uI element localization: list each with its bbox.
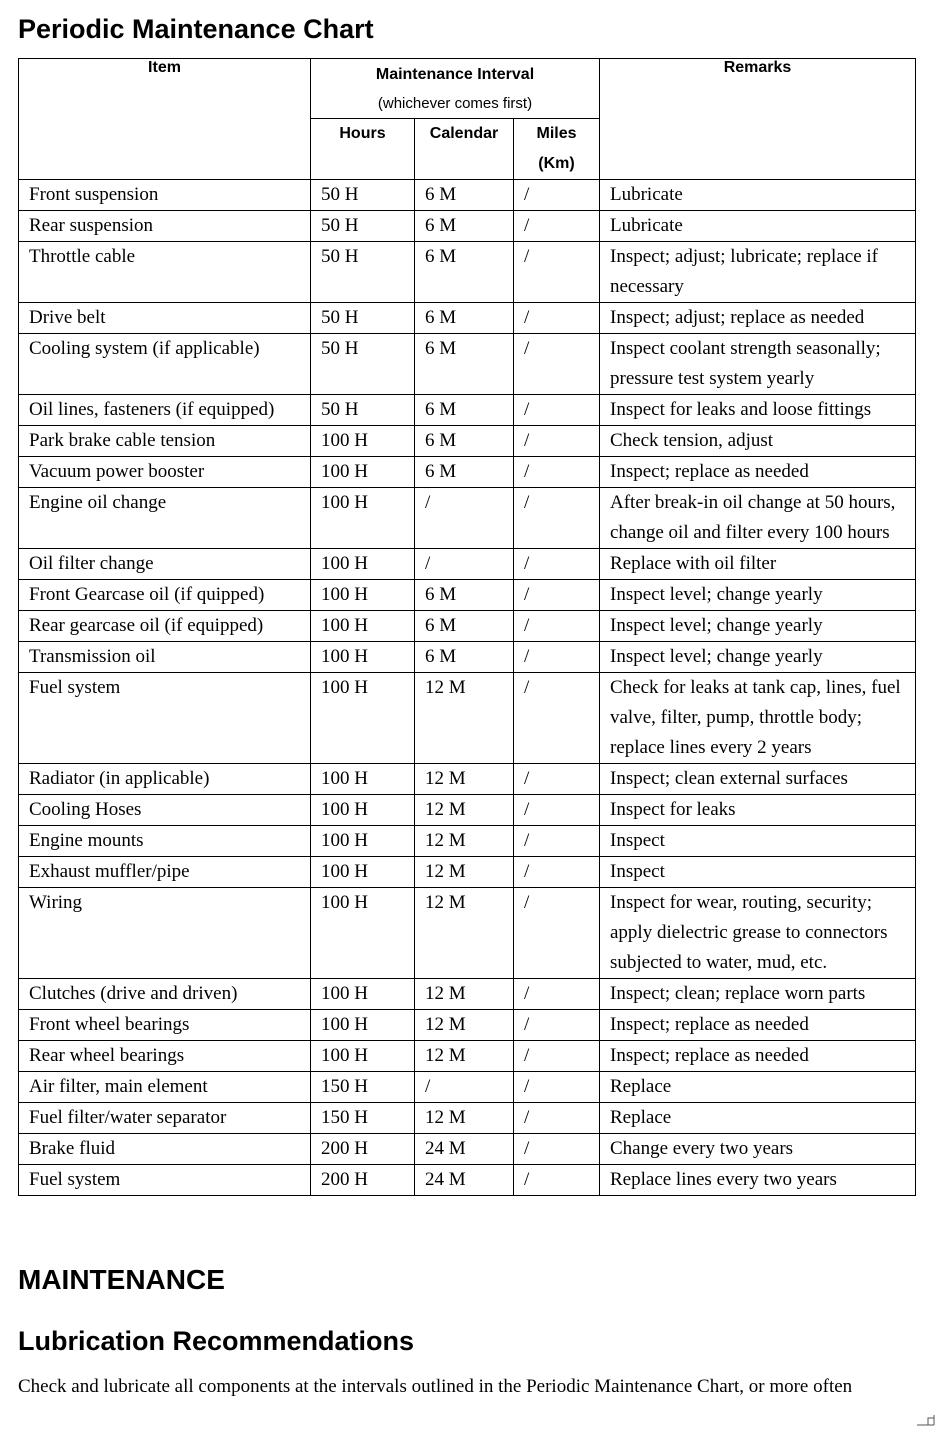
item-cell: Transmission oil	[19, 642, 311, 673]
remarks-cell	[600, 888, 916, 979]
hours-cell: 150 H	[311, 1103, 415, 1134]
remarks-line: Check tension, adjust	[610, 430, 774, 451]
table-row	[19, 334, 916, 395]
table-row	[19, 1041, 916, 1072]
item-cell: Front wheel bearings	[19, 1010, 311, 1041]
calendar-cell: 12 M	[415, 857, 514, 888]
hours-cell: 100 H	[311, 457, 415, 488]
hours-cell: 200 H	[311, 1165, 415, 1196]
hours-cell: 200 H	[311, 1134, 415, 1165]
calendar-cell: 24 M	[415, 1165, 514, 1196]
miles-cell: /	[514, 549, 600, 580]
hours-cell: 100 H	[311, 549, 415, 580]
calendar-cell: 6 M	[415, 211, 514, 242]
miles-cell: /	[514, 1134, 600, 1165]
table-row	[19, 826, 916, 857]
remarks-line: Inspect; clean; replace worn parts	[610, 983, 866, 1004]
hours-cell: 100 H	[311, 1010, 415, 1041]
miles-cell: /	[514, 1103, 600, 1134]
remarks-line: Replace	[610, 1076, 672, 1097]
maintenance-rows	[19, 180, 916, 1196]
interval-column-header	[311, 59, 600, 119]
miles-cell: /	[514, 1041, 600, 1072]
miles-cell: /	[514, 242, 600, 303]
remarks-line: Change every two years	[610, 1138, 794, 1159]
calendar-cell: 6 M	[415, 580, 514, 611]
miles-cell: /	[514, 1010, 600, 1041]
table-row	[19, 764, 916, 795]
table-row	[19, 180, 916, 211]
page-title: Periodic Maintenance Chart	[18, 14, 374, 44]
item-cell: Rear suspension	[19, 211, 311, 242]
hours-cell: 100 H	[311, 857, 415, 888]
item-cell: Rear gearcase oil (if equipped)	[19, 611, 311, 642]
calendar-cell: 6 M	[415, 334, 514, 395]
miles-cell: /	[514, 395, 600, 426]
hours-cell: 100 H	[311, 979, 415, 1010]
calendar-cell: 12 M	[415, 764, 514, 795]
table-row	[19, 580, 916, 611]
hours-cell: 50 H	[311, 303, 415, 334]
remarks-cell	[600, 611, 916, 642]
calendar-cell: 12 M	[415, 795, 514, 826]
table-row	[19, 1165, 916, 1196]
hours-cell: 100 H	[311, 826, 415, 857]
miles-cell: /	[514, 303, 600, 334]
hours-cell: 50 H	[311, 211, 415, 242]
calendar-cell: /	[415, 488, 514, 549]
hours-cell: 100 H	[311, 764, 415, 795]
hours-cell: 100 H	[311, 580, 415, 611]
table-row	[19, 857, 916, 888]
miles-cell: /	[514, 979, 600, 1010]
table-row	[19, 242, 916, 303]
hours-cell: 100 H	[311, 795, 415, 826]
hours-column-header: Hours	[311, 119, 415, 180]
miles-cell: /	[514, 611, 600, 642]
remarks-cell	[600, 795, 916, 826]
remarks-line: Inspect coolant strength seasonally; pressure test system yearly	[610, 338, 881, 389]
section-heading: MAINTENANCE	[18, 1264, 225, 1295]
item-cell: Clutches (drive and driven)	[19, 979, 311, 1010]
hours-cell: 100 H	[311, 888, 415, 979]
remarks-line: Inspect level; change yearly	[610, 615, 823, 636]
remarks-line: Inspect for leaks and loose fittings	[610, 399, 872, 420]
miles-cell: /	[514, 888, 600, 979]
remarks-cell	[600, 642, 916, 673]
miles-cell: /	[514, 334, 600, 395]
table-row	[19, 1103, 916, 1134]
remarks-line: Inspect; clean external surfaces	[610, 768, 848, 789]
hours-cell: 100 H	[311, 673, 415, 764]
remarks-cell	[600, 1103, 916, 1134]
item-cell: Park brake cable tension	[19, 426, 311, 457]
interval-header-note: (whichever comes first)	[377, 95, 533, 112]
remarks-cell	[600, 1134, 916, 1165]
maintenance-table	[18, 58, 916, 1196]
remarks-cell	[600, 764, 916, 795]
item-cell: Exhaust muffler/pipe	[19, 857, 311, 888]
remarks-cell	[600, 580, 916, 611]
remarks-line: Inspect	[610, 861, 665, 882]
miles-cell: /	[514, 1072, 600, 1103]
miles-cell: /	[514, 642, 600, 673]
remarks-cell	[600, 673, 916, 764]
table-row	[19, 211, 916, 242]
remarks-line: After break-in oil change at 50 hours,	[610, 492, 896, 513]
miles-cell: /	[514, 673, 600, 764]
miles-cell: /	[514, 826, 600, 857]
remarks-cell	[600, 457, 916, 488]
table-row	[19, 549, 916, 580]
item-cell: Air filter, main element	[19, 1072, 311, 1103]
hours-cell: 50 H	[311, 395, 415, 426]
table-row	[19, 488, 916, 549]
miles-cell: /	[514, 764, 600, 795]
calendar-cell: 6 M	[415, 611, 514, 642]
hours-cell: 50 H	[311, 242, 415, 303]
table-row	[19, 888, 916, 979]
remarks-line: Lubricate	[610, 184, 683, 205]
calendar-cell: 12 M	[415, 888, 514, 979]
remarks-cell	[600, 979, 916, 1010]
item-cell: Front suspension	[19, 180, 311, 211]
item-cell: Wiring	[19, 888, 311, 979]
table-row	[19, 979, 916, 1010]
item-cell: Cooling Hoses	[19, 795, 311, 826]
table-row	[19, 642, 916, 673]
table-row	[19, 426, 916, 457]
hours-cell: 50 H	[311, 180, 415, 211]
item-cell: Radiator (in applicable)	[19, 764, 311, 795]
table-row	[19, 395, 916, 426]
hours-cell: 100 H	[311, 426, 415, 457]
remarks-cell	[600, 826, 916, 857]
item-cell: Oil lines, fasteners (if equipped)	[19, 395, 311, 426]
miles-cell: /	[514, 857, 600, 888]
calendar-cell: 6 M	[415, 457, 514, 488]
item-cell: Fuel filter/water separator	[19, 1103, 311, 1134]
miles-cell: /	[514, 426, 600, 457]
remarks-line: Replace with oil filter	[610, 553, 777, 574]
item-cell: Engine oil change	[19, 488, 311, 549]
hours-cell: 50 H	[311, 334, 415, 395]
table-row	[19, 673, 916, 764]
body-paragraph: Check and lubricate all components at the intervals outlined in the Periodic Maintenance Chart, or more often	[18, 1376, 853, 1397]
subsection-heading: Lubrication Recommendations	[18, 1326, 415, 1356]
remarks-cell	[600, 426, 916, 457]
item-cell: Drive belt	[19, 303, 311, 334]
remarks-line: Inspect; adjust; lubricate; replace if necessary	[610, 246, 878, 297]
item-cell: Front Gearcase oil (if quipped)	[19, 580, 311, 611]
item-cell: Brake fluid	[19, 1134, 311, 1165]
page-corner-mark-icon	[916, 1413, 936, 1427]
remarks-cell	[600, 1010, 916, 1041]
calendar-cell: 12 M	[415, 826, 514, 857]
miles-cell: /	[514, 488, 600, 549]
item-cell: Oil filter change	[19, 549, 311, 580]
remarks-cell	[600, 242, 916, 303]
remarks-line: Inspect; replace as needed	[610, 1014, 809, 1035]
table-row	[19, 1010, 916, 1041]
remarks-line: Replace	[610, 1107, 672, 1128]
miles-cell: /	[514, 457, 600, 488]
item-cell: Fuel system	[19, 673, 311, 764]
item-cell: Vacuum power booster	[19, 457, 311, 488]
remarks-cell	[600, 857, 916, 888]
remarks-line: Inspect; replace as needed	[610, 461, 809, 482]
remarks-line: Inspect	[610, 830, 665, 851]
table-row	[19, 795, 916, 826]
calendar-cell: 12 M	[415, 979, 514, 1010]
interval-header-title: Maintenance Interval	[375, 66, 535, 83]
table-row	[19, 1134, 916, 1165]
miles-cell: /	[514, 795, 600, 826]
calendar-cell: 6 M	[415, 180, 514, 211]
calendar-column-header: Calendar	[415, 119, 514, 180]
calendar-cell: 12 M	[415, 1103, 514, 1134]
remarks-cell	[600, 549, 916, 580]
hours-cell: 100 H	[311, 488, 415, 549]
hours-cell: 100 H	[311, 642, 415, 673]
item-cell: Throttle cable	[19, 242, 311, 303]
remarks-line: Check for leaks at tank cap, lines, fuel valve, filter, pump, throttle body; replace lines every 2 years	[610, 677, 901, 758]
table-row	[19, 303, 916, 334]
remarks-cell	[600, 1041, 916, 1072]
remarks-cell	[600, 488, 916, 549]
calendar-cell: 12 M	[415, 1010, 514, 1041]
item-cell: Rear wheel bearings	[19, 1041, 311, 1072]
hours-cell: 100 H	[311, 1041, 415, 1072]
remarks-column-header: Remarks	[600, 59, 916, 180]
miles-header-label: Miles	[536, 125, 577, 142]
remarks-line: Replace lines every two years	[610, 1169, 837, 1190]
remarks-line: Lubricate	[610, 215, 683, 236]
remarks-cell	[600, 395, 916, 426]
calendar-cell: 6 M	[415, 242, 514, 303]
document-page	[18, 0, 914, 1196]
calendar-cell: /	[415, 1072, 514, 1103]
hours-cell: 100 H	[311, 611, 415, 642]
item-cell: Engine mounts	[19, 826, 311, 857]
remarks-cell	[600, 1072, 916, 1103]
table-row	[19, 1072, 916, 1103]
calendar-cell: 12 M	[415, 673, 514, 764]
remarks-cell	[600, 211, 916, 242]
hours-cell: 150 H	[311, 1072, 415, 1103]
miles-cell: /	[514, 580, 600, 611]
remarks-line: Inspect level; change yearly	[610, 584, 823, 605]
remarks-line: Inspect level; change yearly	[610, 646, 823, 667]
miles-cell: /	[514, 211, 600, 242]
remarks-line: Inspect; replace as needed	[610, 1045, 809, 1066]
table-row	[19, 611, 916, 642]
table-row	[19, 457, 916, 488]
remarks-cell	[600, 180, 916, 211]
miles-column-header	[514, 119, 600, 180]
miles-cell: /	[514, 1165, 600, 1196]
calendar-cell: 6 M	[415, 642, 514, 673]
remarks-line: Inspect for leaks	[610, 799, 736, 820]
remarks-line: Inspect for wear, routing, security; apply dielectric grease to connectors subjected to water, mud, etc.	[610, 892, 888, 973]
calendar-cell: /	[415, 549, 514, 580]
remarks-line: Inspect; adjust; replace as needed	[610, 307, 865, 328]
remarks-cell	[600, 1165, 916, 1196]
item-column-header: Item	[19, 59, 311, 180]
remarks-cell	[600, 303, 916, 334]
calendar-cell: 12 M	[415, 1041, 514, 1072]
item-cell: Fuel system	[19, 1165, 311, 1196]
miles-header-unit: (Km)	[538, 155, 575, 172]
remarks-cell	[600, 334, 916, 395]
calendar-cell: 6 M	[415, 395, 514, 426]
item-cell: Cooling system (if applicable)	[19, 334, 311, 395]
calendar-cell: 6 M	[415, 426, 514, 457]
miles-cell: /	[514, 180, 600, 211]
remarks-line: change oil and filter every 100 hours	[610, 522, 890, 543]
calendar-cell: 24 M	[415, 1134, 514, 1165]
calendar-cell: 6 M	[415, 303, 514, 334]
